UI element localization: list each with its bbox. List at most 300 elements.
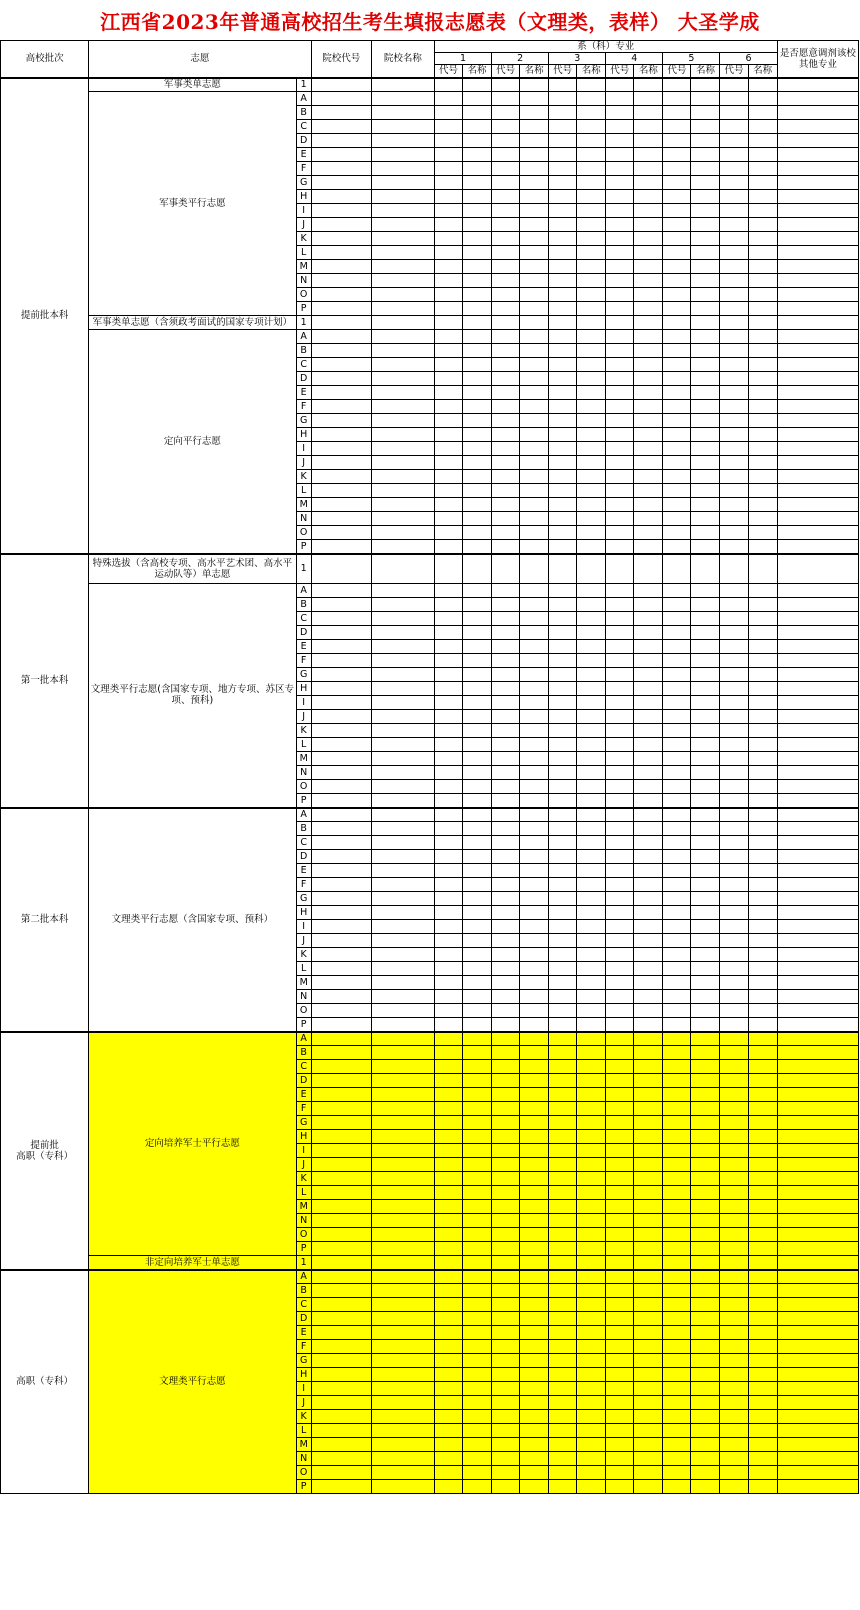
school-code-cell[interactable]	[311, 780, 371, 794]
major-name-cell[interactable]	[634, 1410, 663, 1424]
major-name-cell[interactable]	[748, 400, 777, 414]
major-name-cell[interactable]	[634, 1396, 663, 1410]
major-name-cell[interactable]	[520, 1144, 549, 1158]
major-code-cell[interactable]	[663, 274, 691, 288]
major-name-cell[interactable]	[634, 990, 663, 1004]
major-code-cell[interactable]	[549, 358, 577, 372]
major-code-cell[interactable]	[549, 808, 577, 822]
major-name-cell[interactable]	[520, 1410, 549, 1424]
major-code-cell[interactable]	[663, 794, 691, 808]
major-name-cell[interactable]	[577, 836, 606, 850]
adjust-cell[interactable]	[777, 316, 858, 330]
major-name-cell[interactable]	[577, 612, 606, 626]
major-code-cell[interactable]	[549, 654, 577, 668]
major-name-cell[interactable]	[577, 540, 606, 554]
adjust-cell[interactable]	[777, 344, 858, 358]
school-name-cell[interactable]	[371, 780, 434, 794]
major-code-cell[interactable]	[492, 598, 520, 612]
major-name-cell[interactable]	[520, 654, 549, 668]
major-name-cell[interactable]	[520, 92, 549, 106]
major-code-cell[interactable]	[492, 1284, 520, 1298]
major-code-cell[interactable]	[549, 484, 577, 498]
major-name-cell[interactable]	[634, 878, 663, 892]
major-code-cell[interactable]	[434, 892, 462, 906]
major-name-cell[interactable]	[634, 190, 663, 204]
major-code-cell[interactable]	[434, 1256, 462, 1270]
major-name-cell[interactable]	[691, 1466, 720, 1480]
major-code-cell[interactable]	[606, 850, 634, 864]
school-code-cell[interactable]	[311, 148, 371, 162]
major-name-cell[interactable]	[748, 1004, 777, 1018]
major-name-cell[interactable]	[691, 1074, 720, 1088]
major-code-cell[interactable]	[606, 190, 634, 204]
major-name-cell[interactable]	[748, 344, 777, 358]
adjust-cell[interactable]	[777, 456, 858, 470]
major-name-cell[interactable]	[520, 358, 549, 372]
major-name-cell[interactable]	[634, 682, 663, 696]
major-name-cell[interactable]	[634, 162, 663, 176]
major-name-cell[interactable]	[520, 512, 549, 526]
major-name-cell[interactable]	[748, 540, 777, 554]
major-name-cell[interactable]	[577, 246, 606, 260]
major-name-cell[interactable]	[691, 962, 720, 976]
major-name-cell[interactable]	[462, 1340, 491, 1354]
major-name-cell[interactable]	[462, 780, 491, 794]
adjust-cell[interactable]	[777, 976, 858, 990]
major-name-cell[interactable]	[634, 232, 663, 246]
major-name-cell[interactable]	[691, 470, 720, 484]
major-code-cell[interactable]	[720, 1116, 748, 1130]
major-code-cell[interactable]	[720, 1172, 748, 1186]
school-name-cell[interactable]	[371, 204, 434, 218]
major-name-cell[interactable]	[748, 752, 777, 766]
major-name-cell[interactable]	[691, 654, 720, 668]
major-code-cell[interactable]	[606, 162, 634, 176]
major-code-cell[interactable]	[606, 1032, 634, 1046]
school-name-cell[interactable]	[371, 1382, 434, 1396]
school-name-cell[interactable]	[371, 148, 434, 162]
major-code-cell[interactable]	[492, 190, 520, 204]
major-name-cell[interactable]	[634, 1284, 663, 1298]
major-code-cell[interactable]	[663, 442, 691, 456]
major-name-cell[interactable]	[691, 232, 720, 246]
major-name-cell[interactable]	[462, 920, 491, 934]
major-name-cell[interactable]	[691, 400, 720, 414]
major-code-cell[interactable]	[720, 962, 748, 976]
school-name-cell[interactable]	[371, 1228, 434, 1242]
major-name-cell[interactable]	[462, 1480, 491, 1494]
major-code-cell[interactable]	[720, 654, 748, 668]
major-name-cell[interactable]	[748, 176, 777, 190]
major-code-cell[interactable]	[720, 1130, 748, 1144]
major-code-cell[interactable]	[549, 696, 577, 710]
school-code-cell[interactable]	[311, 134, 371, 148]
major-code-cell[interactable]	[434, 1242, 462, 1256]
major-name-cell[interactable]	[634, 626, 663, 640]
major-name-cell[interactable]	[462, 414, 491, 428]
school-name-cell[interactable]	[371, 920, 434, 934]
major-name-cell[interactable]	[520, 274, 549, 288]
major-name-cell[interactable]	[520, 372, 549, 386]
major-name-cell[interactable]	[462, 148, 491, 162]
school-code-cell[interactable]	[311, 710, 371, 724]
major-name-cell[interactable]	[748, 1284, 777, 1298]
adjust-cell[interactable]	[777, 260, 858, 274]
major-code-cell[interactable]	[492, 1256, 520, 1270]
major-code-cell[interactable]	[663, 976, 691, 990]
adjust-cell[interactable]	[777, 1284, 858, 1298]
school-code-cell[interactable]	[311, 232, 371, 246]
major-name-cell[interactable]	[462, 934, 491, 948]
major-name-cell[interactable]	[462, 1228, 491, 1242]
school-name-cell[interactable]	[371, 484, 434, 498]
major-name-cell[interactable]	[577, 892, 606, 906]
major-name-cell[interactable]	[634, 274, 663, 288]
major-code-cell[interactable]	[720, 584, 748, 598]
major-code-cell[interactable]	[434, 302, 462, 316]
major-code-cell[interactable]	[492, 766, 520, 780]
major-name-cell[interactable]	[520, 1158, 549, 1172]
major-name-cell[interactable]	[577, 1018, 606, 1032]
major-name-cell[interactable]	[577, 106, 606, 120]
major-name-cell[interactable]	[634, 1088, 663, 1102]
major-code-cell[interactable]	[663, 1270, 691, 1284]
major-name-cell[interactable]	[577, 1298, 606, 1312]
adjust-cell[interactable]	[777, 442, 858, 456]
adjust-cell[interactable]	[777, 710, 858, 724]
school-name-cell[interactable]	[371, 344, 434, 358]
major-name-cell[interactable]	[748, 316, 777, 330]
major-code-cell[interactable]	[720, 710, 748, 724]
school-name-cell[interactable]	[371, 822, 434, 836]
adjust-cell[interactable]	[777, 1088, 858, 1102]
school-code-cell[interactable]	[311, 696, 371, 710]
major-name-cell[interactable]	[748, 836, 777, 850]
major-name-cell[interactable]	[748, 696, 777, 710]
major-code-cell[interactable]	[492, 1200, 520, 1214]
major-code-cell[interactable]	[492, 1466, 520, 1480]
major-code-cell[interactable]	[720, 1046, 748, 1060]
school-code-cell[interactable]	[311, 204, 371, 218]
major-name-cell[interactable]	[748, 414, 777, 428]
major-name-cell[interactable]	[577, 724, 606, 738]
major-name-cell[interactable]	[520, 344, 549, 358]
major-name-cell[interactable]	[462, 948, 491, 962]
major-name-cell[interactable]	[462, 1060, 491, 1074]
school-name-cell[interactable]	[371, 1424, 434, 1438]
major-name-cell[interactable]	[462, 1354, 491, 1368]
major-name-cell[interactable]	[462, 1032, 491, 1046]
major-name-cell[interactable]	[520, 1256, 549, 1270]
major-code-cell[interactable]	[434, 120, 462, 134]
major-name-cell[interactable]	[520, 526, 549, 540]
major-name-cell[interactable]	[462, 1396, 491, 1410]
school-code-cell[interactable]	[311, 190, 371, 204]
major-code-cell[interactable]	[720, 1270, 748, 1284]
adjust-cell[interactable]	[777, 1270, 858, 1284]
major-code-cell[interactable]	[549, 920, 577, 934]
major-code-cell[interactable]	[492, 1410, 520, 1424]
major-name-cell[interactable]	[634, 584, 663, 598]
major-code-cell[interactable]	[549, 892, 577, 906]
major-code-cell[interactable]	[663, 654, 691, 668]
major-name-cell[interactable]	[462, 1116, 491, 1130]
major-code-cell[interactable]	[720, 850, 748, 864]
school-code-cell[interactable]	[311, 612, 371, 626]
adjust-cell[interactable]	[777, 780, 858, 794]
major-name-cell[interactable]	[462, 668, 491, 682]
major-code-cell[interactable]	[663, 1438, 691, 1452]
major-code-cell[interactable]	[606, 1270, 634, 1284]
major-name-cell[interactable]	[691, 976, 720, 990]
major-code-cell[interactable]	[492, 864, 520, 878]
major-code-cell[interactable]	[720, 794, 748, 808]
major-name-cell[interactable]	[634, 710, 663, 724]
school-code-cell[interactable]	[311, 1060, 371, 1074]
major-code-cell[interactable]	[492, 654, 520, 668]
major-name-cell[interactable]	[462, 232, 491, 246]
adjust-cell[interactable]	[777, 1130, 858, 1144]
major-code-cell[interactable]	[492, 696, 520, 710]
major-name-cell[interactable]	[748, 1382, 777, 1396]
adjust-cell[interactable]	[777, 1480, 858, 1494]
school-code-cell[interactable]	[311, 1046, 371, 1060]
major-code-cell[interactable]	[434, 906, 462, 920]
school-code-cell[interactable]	[311, 1368, 371, 1382]
major-code-cell[interactable]	[606, 246, 634, 260]
major-name-cell[interactable]	[577, 654, 606, 668]
major-code-cell[interactable]	[663, 1256, 691, 1270]
major-name-cell[interactable]	[634, 442, 663, 456]
school-code-cell[interactable]	[311, 948, 371, 962]
major-code-cell[interactable]	[720, 148, 748, 162]
major-code-cell[interactable]	[492, 640, 520, 654]
major-name-cell[interactable]	[577, 274, 606, 288]
major-code-cell[interactable]	[549, 1298, 577, 1312]
major-name-cell[interactable]	[462, 962, 491, 976]
major-name-cell[interactable]	[634, 696, 663, 710]
major-code-cell[interactable]	[549, 134, 577, 148]
major-code-cell[interactable]	[663, 934, 691, 948]
major-name-cell[interactable]	[748, 92, 777, 106]
major-name-cell[interactable]	[577, 640, 606, 654]
major-code-cell[interactable]	[434, 1172, 462, 1186]
major-code-cell[interactable]	[492, 1102, 520, 1116]
major-code-cell[interactable]	[720, 766, 748, 780]
major-code-cell[interactable]	[606, 962, 634, 976]
school-name-cell[interactable]	[371, 668, 434, 682]
major-name-cell[interactable]	[691, 302, 720, 316]
major-name-cell[interactable]	[748, 598, 777, 612]
major-name-cell[interactable]	[577, 1158, 606, 1172]
major-name-cell[interactable]	[462, 218, 491, 232]
school-name-cell[interactable]	[371, 1326, 434, 1340]
major-code-cell[interactable]	[434, 1466, 462, 1480]
major-name-cell[interactable]	[520, 1242, 549, 1256]
major-code-cell[interactable]	[492, 1480, 520, 1494]
major-name-cell[interactable]	[748, 612, 777, 626]
major-code-cell[interactable]	[663, 1452, 691, 1466]
major-name-cell[interactable]	[748, 990, 777, 1004]
major-code-cell[interactable]	[720, 1018, 748, 1032]
major-name-cell[interactable]	[691, 456, 720, 470]
school-name-cell[interactable]	[371, 78, 434, 92]
major-code-cell[interactable]	[434, 1102, 462, 1116]
school-code-cell[interactable]	[311, 540, 371, 554]
school-code-cell[interactable]	[311, 850, 371, 864]
major-code-cell[interactable]	[549, 232, 577, 246]
major-code-cell[interactable]	[549, 106, 577, 120]
major-code-cell[interactable]	[549, 386, 577, 400]
major-name-cell[interactable]	[634, 1116, 663, 1130]
major-name-cell[interactable]	[577, 372, 606, 386]
major-name-cell[interactable]	[520, 906, 549, 920]
major-code-cell[interactable]	[720, 1424, 748, 1438]
major-name-cell[interactable]	[577, 864, 606, 878]
major-name-cell[interactable]	[520, 1004, 549, 1018]
major-name-cell[interactable]	[691, 1368, 720, 1382]
major-name-cell[interactable]	[748, 372, 777, 386]
school-code-cell[interactable]	[311, 316, 371, 330]
adjust-cell[interactable]	[777, 120, 858, 134]
major-code-cell[interactable]	[606, 682, 634, 696]
school-code-cell[interactable]	[311, 526, 371, 540]
major-code-cell[interactable]	[606, 654, 634, 668]
major-code-cell[interactable]	[549, 626, 577, 640]
major-name-cell[interactable]	[691, 1340, 720, 1354]
major-name-cell[interactable]	[577, 484, 606, 498]
school-code-cell[interactable]	[311, 414, 371, 428]
major-name-cell[interactable]	[748, 808, 777, 822]
major-code-cell[interactable]	[492, 512, 520, 526]
major-code-cell[interactable]	[549, 668, 577, 682]
major-name-cell[interactable]	[634, 1060, 663, 1074]
major-code-cell[interactable]	[606, 232, 634, 246]
major-code-cell[interactable]	[606, 836, 634, 850]
major-name-cell[interactable]	[748, 1326, 777, 1340]
major-name-cell[interactable]	[462, 892, 491, 906]
major-code-cell[interactable]	[606, 864, 634, 878]
major-code-cell[interactable]	[549, 554, 577, 584]
adjust-cell[interactable]	[777, 766, 858, 780]
major-name-cell[interactable]	[520, 710, 549, 724]
major-name-cell[interactable]	[462, 990, 491, 1004]
major-code-cell[interactable]	[434, 584, 462, 598]
major-code-cell[interactable]	[606, 330, 634, 344]
major-name-cell[interactable]	[462, 710, 491, 724]
major-name-cell[interactable]	[520, 724, 549, 738]
major-name-cell[interactable]	[691, 1270, 720, 1284]
major-code-cell[interactable]	[720, 640, 748, 654]
major-name-cell[interactable]	[691, 738, 720, 752]
major-code-cell[interactable]	[720, 302, 748, 316]
adjust-cell[interactable]	[777, 218, 858, 232]
adjust-cell[interactable]	[777, 1032, 858, 1046]
major-name-cell[interactable]	[462, 274, 491, 288]
major-code-cell[interactable]	[663, 766, 691, 780]
major-code-cell[interactable]	[492, 724, 520, 738]
major-code-cell[interactable]	[663, 288, 691, 302]
school-code-cell[interactable]	[311, 246, 371, 260]
major-code-cell[interactable]	[492, 1228, 520, 1242]
school-code-cell[interactable]	[311, 1186, 371, 1200]
school-code-cell[interactable]	[311, 288, 371, 302]
school-code-cell[interactable]	[311, 218, 371, 232]
major-code-cell[interactable]	[549, 1438, 577, 1452]
major-name-cell[interactable]	[634, 1368, 663, 1382]
major-code-cell[interactable]	[606, 1424, 634, 1438]
major-code-cell[interactable]	[720, 386, 748, 400]
major-name-cell[interactable]	[691, 358, 720, 372]
major-name-cell[interactable]	[748, 1340, 777, 1354]
major-name-cell[interactable]	[634, 302, 663, 316]
major-code-cell[interactable]	[492, 710, 520, 724]
major-code-cell[interactable]	[720, 498, 748, 512]
major-code-cell[interactable]	[663, 1172, 691, 1186]
major-code-cell[interactable]	[720, 204, 748, 218]
major-code-cell[interactable]	[663, 1326, 691, 1340]
major-name-cell[interactable]	[577, 1172, 606, 1186]
major-name-cell[interactable]	[634, 668, 663, 682]
school-name-cell[interactable]	[371, 934, 434, 948]
major-code-cell[interactable]	[606, 358, 634, 372]
school-name-cell[interactable]	[371, 878, 434, 892]
major-name-cell[interactable]	[748, 878, 777, 892]
major-name-cell[interactable]	[691, 1452, 720, 1466]
major-code-cell[interactable]	[434, 456, 462, 470]
major-code-cell[interactable]	[434, 766, 462, 780]
major-code-cell[interactable]	[663, 386, 691, 400]
major-code-cell[interactable]	[434, 148, 462, 162]
major-name-cell[interactable]	[691, 1102, 720, 1116]
major-code-cell[interactable]	[720, 1340, 748, 1354]
major-code-cell[interactable]	[434, 274, 462, 288]
school-name-cell[interactable]	[371, 1158, 434, 1172]
major-code-cell[interactable]	[434, 1438, 462, 1452]
major-name-cell[interactable]	[691, 386, 720, 400]
major-code-cell[interactable]	[549, 948, 577, 962]
major-name-cell[interactable]	[634, 738, 663, 752]
major-name-cell[interactable]	[462, 612, 491, 626]
major-code-cell[interactable]	[434, 598, 462, 612]
major-code-cell[interactable]	[549, 1088, 577, 1102]
major-name-cell[interactable]	[462, 442, 491, 456]
school-name-cell[interactable]	[371, 990, 434, 1004]
major-name-cell[interactable]	[577, 1284, 606, 1298]
major-code-cell[interactable]	[549, 1046, 577, 1060]
major-name-cell[interactable]	[748, 330, 777, 344]
major-code-cell[interactable]	[434, 92, 462, 106]
major-code-cell[interactable]	[492, 204, 520, 218]
major-code-cell[interactable]	[492, 892, 520, 906]
school-name-cell[interactable]	[371, 1074, 434, 1088]
major-code-cell[interactable]	[606, 1074, 634, 1088]
adjust-cell[interactable]	[777, 1116, 858, 1130]
major-name-cell[interactable]	[748, 134, 777, 148]
major-name-cell[interactable]	[691, 892, 720, 906]
major-code-cell[interactable]	[720, 428, 748, 442]
major-code-cell[interactable]	[606, 1242, 634, 1256]
major-name-cell[interactable]	[462, 1158, 491, 1172]
major-code-cell[interactable]	[606, 668, 634, 682]
major-name-cell[interactable]	[634, 330, 663, 344]
school-name-cell[interactable]	[371, 1130, 434, 1144]
major-code-cell[interactable]	[720, 316, 748, 330]
major-code-cell[interactable]	[606, 456, 634, 470]
school-code-cell[interactable]	[311, 808, 371, 822]
major-code-cell[interactable]	[606, 1046, 634, 1060]
major-code-cell[interactable]	[549, 1074, 577, 1088]
